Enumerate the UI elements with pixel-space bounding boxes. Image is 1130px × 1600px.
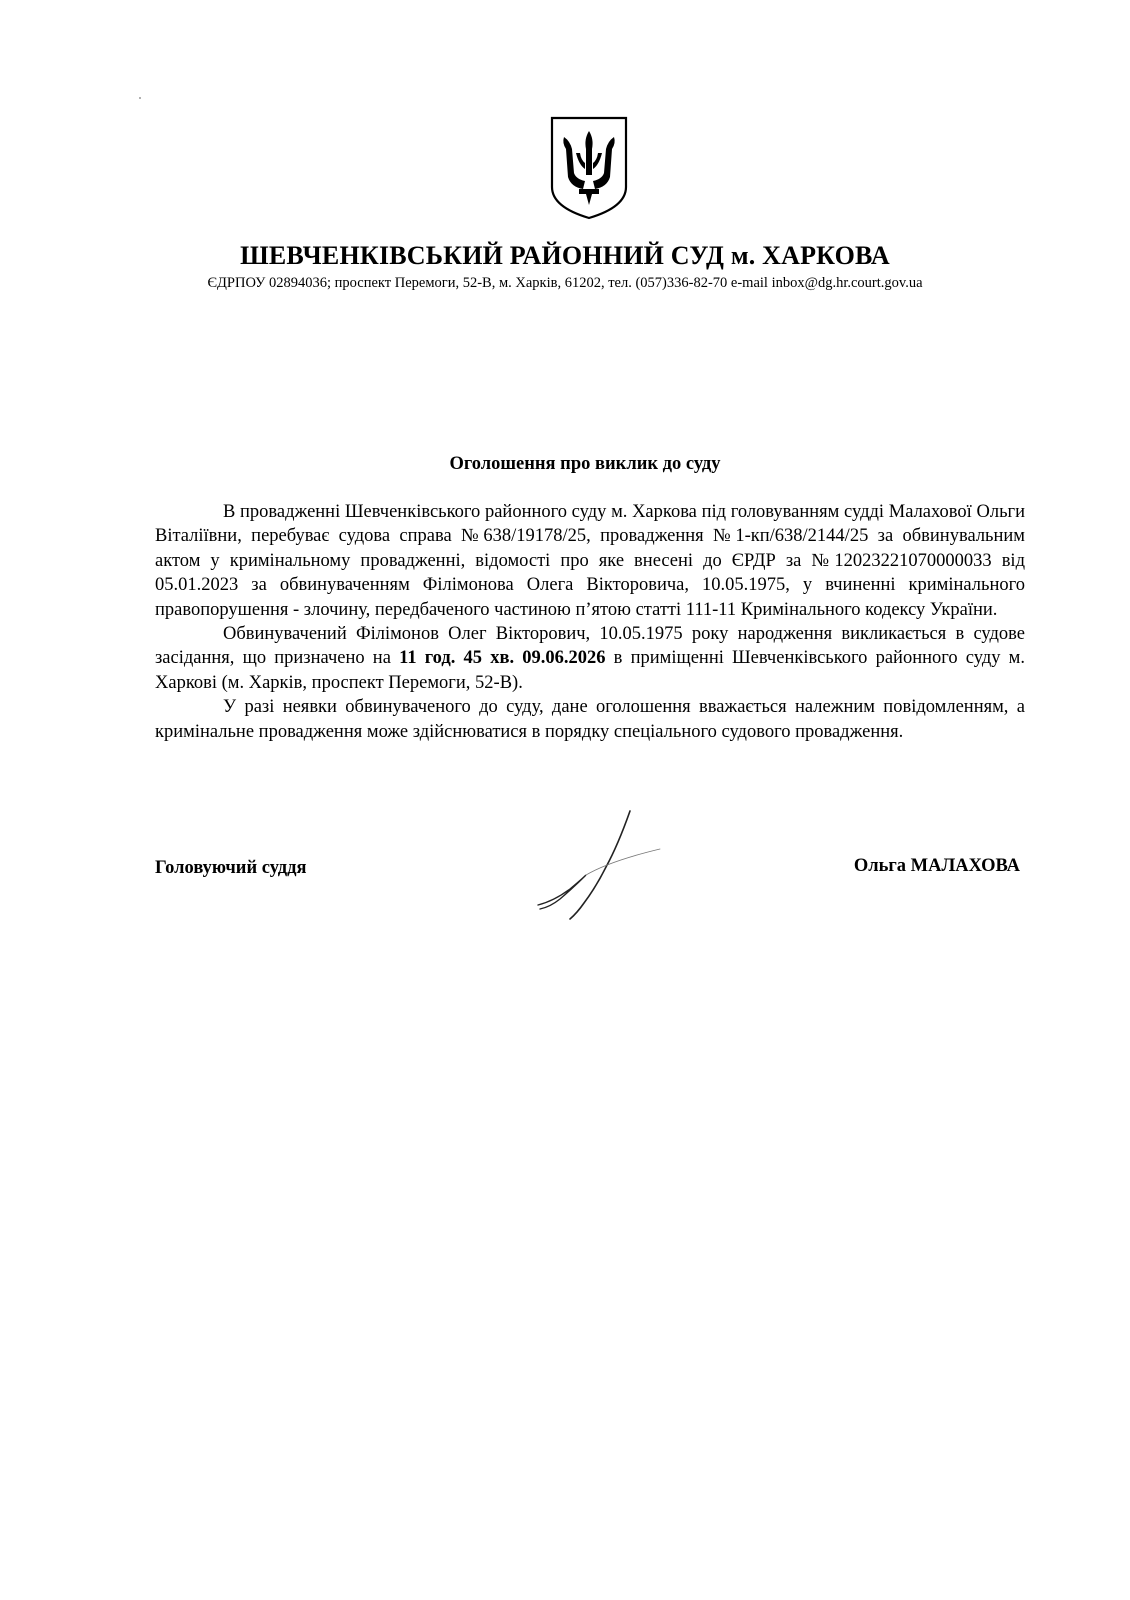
- paragraph-2-text-end: в приміщенні Шевченківського районного суду м. Харкові (м. Харків, проспект Перемоги, 52-В).: [155, 648, 1025, 693]
- scan-speck: [139, 97, 141, 99]
- notice-paragraph-1: В провадженні Шевченківського районного суду м. Харкова під головуванням судді Малахової Ольги Віталіївни, перебуває судова справа №638/19178/25, провадження №1-кп/638/2144/25 за обвинувальним актом у кримінальному провадженні, відомості про яке внесені до ЄРДР за №12023221070000033 від 05.01.2023 за обвинуваченням Філімонова Олега Вікторовича, 10.05.1975, у вчиненні кримінального правопорушення - злочину, передбаченого частиною п’ятою статті 111-11 Кримінального кодексу України.: [155, 502, 1025, 620]
- notice-paragraph-3: У разі неявки обвинуваченого до суду, дане оголошення вважається належним повідомленням, а кримінальне провадження може здійснюватися в порядку спеціального судового провадження.: [155, 697, 1025, 742]
- presiding-judge-label: Головуючий суддя: [155, 858, 307, 878]
- judge-name: Ольга МАЛАХОВА: [853, 856, 1020, 876]
- trident-icon: [549, 115, 629, 220]
- notice-paragraph-2: [155, 622, 1025, 695]
- hearing-datetime: 11 год. 45 хв. 09.06.2026: [399, 648, 606, 669]
- court-name: ШЕВЧЕНКІВСЬКИЙ РАЙОННИЙ СУД м. ХАРКОВА: [240, 241, 890, 270]
- notice-title: Оголошення про виклик до суду: [449, 454, 721, 474]
- handwritten-signature: [530, 805, 680, 925]
- paragraph-2-text-start: Обвинувачений Філімонов Олег Вікторович, 10.05.1975 року народження викликається в судове засідання, що призначено на: [155, 624, 1025, 669]
- notice-body: [155, 500, 1025, 744]
- court-contacts: ЄДРПОУ 02894036; проспект Перемоги, 52-В, м. Харків, 61202, тел. (057)336-82-70 e-mail inbox@dg.hr.court.gov.ua: [207, 275, 923, 291]
